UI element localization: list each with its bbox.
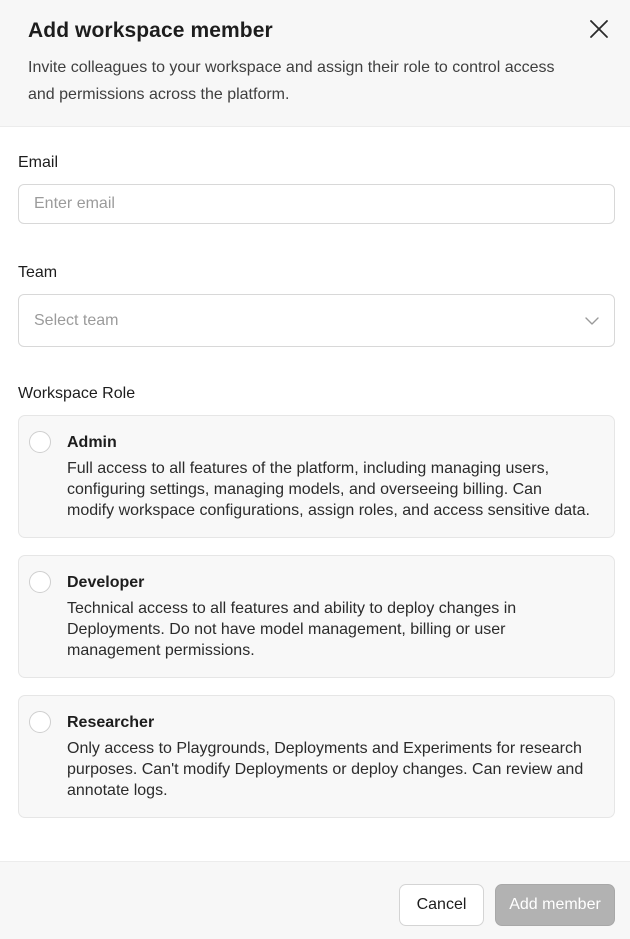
cancel-button[interactable]: Cancel [399,884,484,926]
dialog-header [0,0,630,127]
email-label: Email [18,154,59,171]
role-option-admin[interactable] [18,415,615,538]
role-description: Technical access to all features and ability to deploy changes in Deployments. Do not have model management, billing or user management permissions. [67,600,517,659]
role-description: Only access to Playgrounds, Deployments and Experiments for research purposes. Can't modify Deployments or deploy changes. Can review and annotate logs. [67,740,584,799]
dialog-title: Add workspace member [28,19,273,42]
radio-researcher[interactable] [29,711,51,733]
chevron-down-icon [585,316,599,326]
team-select-placeholder: Select team [34,311,119,329]
dialog-body [0,127,630,818]
close-button[interactable] [586,16,612,42]
close-icon [589,19,609,39]
team-field-group [18,263,614,347]
role-field-group [18,384,614,818]
radio-developer[interactable] [29,571,51,593]
dialog-footer [0,861,630,939]
dialog-subtitle: Invite colleagues to your workspace and assign their role to control access and permissions across the platform. [28,59,555,103]
role-name: Researcher [67,714,155,731]
team-select[interactable] [18,294,615,347]
role-description: Full access to all features of the platform, including managing users, configuring settings, managing models, and overseeing billing. Can modify workspace configurations, assign roles, and access sensitive data. [67,460,590,519]
role-name: Developer [67,574,145,591]
add-member-button[interactable]: Add member [495,884,615,926]
role-option-developer[interactable] [18,555,615,678]
email-field-group [18,153,614,224]
role-option-researcher[interactable] [18,695,615,818]
team-label: Team [18,264,58,281]
email-input[interactable] [18,184,615,224]
role-label: Workspace Role [18,385,136,402]
radio-admin[interactable] [29,431,51,453]
role-name: Admin [67,434,117,451]
